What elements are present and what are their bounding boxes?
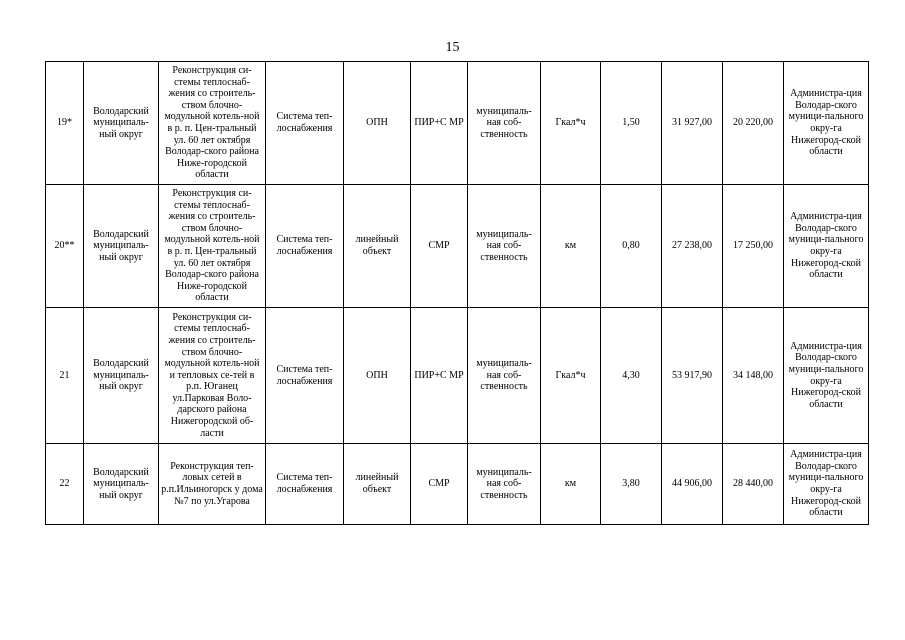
table-row <box>46 444 869 525</box>
table-row <box>46 185 869 308</box>
budget-cost-cell: 34 148,00 <box>723 308 784 444</box>
customer-cell: Администра-ция Володар-ского муници-пального окру-га Нижегород-ской области <box>784 308 869 444</box>
work-type-cell: ПИР+С МР <box>411 62 468 185</box>
customer-cell: Администра-ция Володар-ского муници-пального окру-га Нижегород-ской области <box>784 444 869 525</box>
total-cost-cell: 44 906,00 <box>662 444 723 525</box>
table-row <box>46 62 869 185</box>
object-type-cell: линейный объект <box>344 444 411 525</box>
budget-cost-cell: 28 440,00 <box>723 444 784 525</box>
system-cell: Система теп-лоснабжения <box>266 444 344 525</box>
budget-cost-cell: 17 250,00 <box>723 185 784 308</box>
location-cell: Володарский муниципаль-ный округ <box>84 185 159 308</box>
project-name-cell: Реконструкция си-стемы теплоснаб-жения со строитель-ством блочно-модульной котель-ной и тепловых се-тей в р.п. Юганец ул.Парковая Воло-дарского района Нижегородской об-ласти <box>159 308 266 444</box>
location-cell: Володарский муниципаль-ный округ <box>84 444 159 525</box>
location-cell: Володарский муниципаль-ный округ <box>84 62 159 185</box>
total-cost-cell: 31 927,00 <box>662 62 723 185</box>
object-type-cell: ОПН <box>344 62 411 185</box>
work-type-cell: СМР <box>411 444 468 525</box>
object-type-cell: линейный объект <box>344 185 411 308</box>
row-number-cell: 19* <box>46 62 84 185</box>
row-number-cell: 20** <box>46 185 84 308</box>
capacity-cell: 3,80 <box>601 444 662 525</box>
system-cell: Система теп-лоснабжения <box>266 185 344 308</box>
unit-cell: Гкал*ч <box>541 308 601 444</box>
project-name-cell: Реконструкция си-стемы теплоснаб-жения со строитель-ством блочно-модульной котель-ной в р. п. Цен-тральный ул. 60 лет октября Володар-ского района Ниже-городской области <box>159 62 266 185</box>
ownership-cell: муниципаль-ная соб-ственность <box>468 185 541 308</box>
unit-cell: км <box>541 185 601 308</box>
total-cost-cell: 27 238,00 <box>662 185 723 308</box>
system-cell: Система теп-лоснабжения <box>266 308 344 444</box>
capacity-cell: 1,50 <box>601 62 662 185</box>
customer-cell: Администра-ция Володар-ского муници-пального окру-га Нижегород-ской области <box>784 62 869 185</box>
ownership-cell: муниципаль-ная соб-ственность <box>468 308 541 444</box>
system-cell: Система теп-лоснабжения <box>266 62 344 185</box>
ownership-cell: муниципаль-ная соб-ственность <box>468 444 541 525</box>
total-cost-cell: 53 917,90 <box>662 308 723 444</box>
project-name-cell: Реконструкция теп-ловых сетей в р.п.Ильиногорск у дома №7 по ул.Угарова <box>159 444 266 525</box>
unit-cell: км <box>541 444 601 525</box>
location-cell: Володарский муниципаль-ный округ <box>84 308 159 444</box>
work-type-cell: СМР <box>411 185 468 308</box>
capacity-cell: 0,80 <box>601 185 662 308</box>
budget-cost-cell: 20 220,00 <box>723 62 784 185</box>
table-row <box>46 308 869 444</box>
capacity-cell: 4,30 <box>601 308 662 444</box>
customer-cell: Администра-ция Володар-ского муници-пального окру-га Нижегород-ской области <box>784 185 869 308</box>
row-number-cell: 22 <box>46 444 84 525</box>
page-number: 15 <box>445 40 460 55</box>
projects-table <box>45 61 869 525</box>
object-type-cell: ОПН <box>344 308 411 444</box>
unit-cell: Гкал*ч <box>541 62 601 185</box>
row-number-cell: 21 <box>46 308 84 444</box>
project-name-cell: Реконструкция си-стемы теплоснаб-жения со строитель-ством блочно-модульной котель-ной в р. п. Цен-тральный ул. 60 лет октября Володар-ского района Ниже-городской области <box>159 185 266 308</box>
work-type-cell: ПИР+С МР <box>411 308 468 444</box>
ownership-cell: муниципаль-ная соб-ственность <box>468 62 541 185</box>
